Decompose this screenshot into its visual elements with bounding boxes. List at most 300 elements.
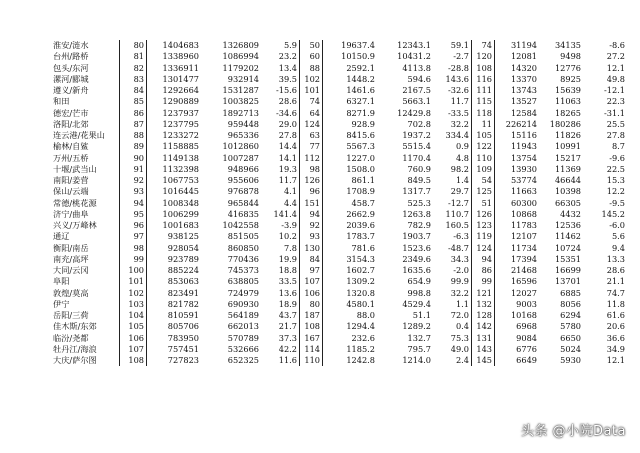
rank-passenger-cell: 94 [120, 198, 147, 209]
passenger-previous-cell: 1326809 [222, 40, 259, 50]
rank-cargo-cell: 96 [300, 186, 323, 197]
movements-previous-cell: 15639 [554, 85, 581, 95]
passenger-previous-cell: 532666 [227, 343, 259, 354]
movements-current-cell: 12107 [510, 231, 537, 242]
cargo-growth-cell: 75.3 [450, 332, 469, 343]
movements-growth-cell: 22.5 [606, 163, 625, 174]
passenger-current-cell: 1008348 [162, 197, 199, 208]
cargo-previous-cell: 51.1 [412, 310, 431, 320]
cargo-growth-cell: 99.9 [450, 276, 469, 287]
city-name-cell: 南充/高坪 [53, 253, 89, 264]
passenger-current-cell: 1301477 [162, 73, 199, 84]
movements-current-cell: 11663 [510, 186, 537, 197]
table-row [53, 276, 627, 287]
movements-growth-cell: 25.5 [606, 118, 625, 129]
passenger-growth-cell: 27.8 [278, 130, 297, 140]
passenger-growth-cell: 4.4 [283, 197, 297, 208]
passenger-current-cell: 823491 [167, 287, 199, 298]
movements-previous-cell: 18265 [554, 107, 581, 118]
rank-cargo-cell: 101 [300, 85, 323, 96]
city-name-cell: 通辽 [53, 231, 70, 242]
cargo-growth-cell: -6.3 [453, 231, 469, 242]
passenger-previous-cell: 564189 [227, 310, 259, 320]
passenger-current-cell: 821782 [167, 298, 199, 309]
movements-growth-cell: -9.6 [609, 152, 625, 163]
passenger-previous-cell: 662013 [227, 321, 259, 332]
rank-passenger-cell: 93 [120, 186, 147, 197]
rank-passenger-cell: 91 [120, 164, 147, 175]
city-name-cell: 洛阳/北郊 [53, 118, 89, 129]
rank-cargo-cell: 187 [300, 310, 323, 321]
table-row [53, 299, 627, 310]
rank-passenger-cell: 98 [120, 243, 147, 254]
cargo-previous-cell: 1263.8 [402, 208, 431, 219]
city-name-cell: 淮安/涟水 [53, 40, 89, 50]
passenger-growth-cell: 18.9 [278, 298, 297, 309]
cargo-current-cell: 1448.2 [346, 73, 375, 84]
rank-passenger-cell: 86 [120, 108, 147, 119]
passenger-previous-cell: 570789 [227, 332, 259, 343]
rank-passenger-cell: 89 [120, 141, 147, 152]
cargo-growth-cell: 4.8 [455, 152, 469, 163]
cargo-growth-cell: 110.7 [445, 208, 469, 219]
movements-previous-cell: 10398 [554, 186, 581, 197]
table-row [53, 254, 627, 265]
movements-growth-cell: 28.6 [606, 265, 625, 275]
rank-cargo-cell: 88 [300, 63, 323, 74]
rank-passenger-cell: 96 [120, 220, 147, 231]
cargo-previous-cell: 702.8 [407, 118, 431, 129]
table-row [53, 85, 627, 96]
movements-previous-cell: 5024 [560, 343, 581, 354]
rank-passenger-cell: 103 [120, 299, 147, 310]
cargo-previous-cell: 654.9 [407, 276, 431, 287]
movements-previous-cell: 6294 [560, 310, 581, 320]
table-row [53, 310, 627, 321]
rank-cargo-cell: 106 [300, 288, 323, 299]
passenger-current-cell: 885224 [167, 265, 199, 275]
passenger-previous-cell: 1003825 [222, 96, 259, 107]
passenger-growth-cell: -15.6 [276, 85, 297, 95]
passenger-previous-cell: 948966 [227, 163, 259, 174]
rank-movements-cell: 118 [472, 108, 495, 119]
cargo-growth-cell: 143.6 [445, 73, 469, 84]
cargo-current-cell: 1783.7 [346, 231, 375, 242]
passenger-current-cell: 1149138 [162, 152, 199, 163]
table-body [53, 40, 627, 366]
movements-previous-cell: 6650 [560, 332, 581, 343]
passenger-growth-cell: 13.6 [278, 287, 297, 298]
city-name-cell: 万州/五桥 [53, 152, 89, 163]
movements-growth-cell: 11.8 [606, 298, 625, 309]
passenger-growth-cell: 14.4 [278, 141, 297, 152]
cargo-previous-cell: 4529.4 [402, 298, 431, 309]
rank-movements-cell: 126 [472, 209, 495, 220]
passenger-growth-cell: 37.3 [278, 332, 297, 343]
movements-growth-cell: 21.1 [606, 276, 625, 287]
cargo-growth-cell: 2.4 [455, 355, 469, 365]
cargo-current-cell: 1294.4 [346, 321, 375, 332]
movements-growth-cell: 8.7 [611, 141, 625, 152]
movements-growth-cell: 20.6 [606, 321, 625, 332]
passenger-previous-cell: 416835 [227, 208, 259, 219]
cargo-previous-cell: 760.9 [407, 163, 431, 174]
city-name-cell: 保山/云端 [53, 186, 89, 197]
movements-current-cell: 11783 [510, 220, 537, 230]
movements-current-cell: 14320 [510, 62, 537, 73]
movements-previous-cell: 10724 [554, 242, 581, 253]
cargo-growth-cell: -28.8 [448, 62, 469, 73]
movements-current-cell: 60300 [510, 197, 537, 208]
cargo-growth-cell: 59.1 [450, 40, 469, 50]
movements-current-cell: 10168 [510, 310, 537, 320]
city-name-cell: 台州/路桥 [53, 51, 89, 62]
rank-cargo-cell: 151 [300, 198, 323, 209]
cargo-current-cell: 861.1 [351, 175, 375, 185]
passenger-current-cell: 1404683 [162, 40, 199, 50]
cargo-growth-cell: -2.0 [453, 265, 469, 275]
passenger-growth-cell: 10.2 [278, 231, 297, 242]
movements-current-cell: 9003 [516, 298, 537, 309]
passenger-current-cell: 727823 [167, 355, 199, 365]
cargo-previous-cell: 1635.6 [402, 265, 431, 275]
rank-cargo-cell: 64 [300, 108, 323, 119]
movements-current-cell: 17394 [510, 253, 537, 264]
passenger-growth-cell: 14.1 [278, 152, 297, 163]
cargo-previous-cell: 1317.7 [402, 186, 431, 197]
cargo-previous-cell: 4113.8 [402, 62, 431, 73]
cargo-growth-cell: 0.4 [455, 321, 469, 332]
cargo-growth-cell: 29.7 [450, 186, 469, 197]
cargo-growth-cell: 11.7 [450, 96, 469, 107]
cargo-growth-cell: -2.7 [453, 51, 469, 62]
movements-growth-cell: 61.6 [606, 310, 625, 320]
rank-movements-cell: 143 [472, 344, 495, 355]
movements-growth-cell: 145.2 [601, 208, 625, 219]
cargo-growth-cell: 0.9 [455, 141, 469, 152]
cargo-previous-cell: 1903.7 [402, 231, 431, 242]
passenger-current-cell: 853063 [167, 276, 199, 287]
passenger-current-cell: 1006299 [162, 208, 199, 219]
rank-cargo-cell: 126 [300, 175, 323, 186]
movements-previous-cell: 34135 [554, 40, 581, 50]
city-name-cell: 南阳/姜营 [53, 175, 89, 185]
cargo-current-cell: 8271.9 [346, 107, 375, 118]
movements-growth-cell: -8.6 [609, 40, 625, 50]
passenger-growth-cell: 18.8 [278, 265, 297, 275]
rank-cargo-cell: 74 [300, 96, 323, 107]
table-row [53, 153, 627, 164]
cargo-current-cell: 8415.6 [346, 130, 375, 140]
movements-current-cell: 6968 [516, 321, 537, 332]
rank-movements-cell: 128 [472, 310, 495, 321]
rank-movements-cell: 120 [472, 51, 495, 62]
cargo-current-cell: 19637.4 [341, 40, 375, 50]
rank-passenger-cell: 106 [120, 333, 147, 344]
cargo-previous-cell: 594.6 [407, 73, 431, 84]
city-name-cell: 敦煌/莫高 [53, 287, 89, 298]
table-row [53, 108, 627, 119]
cargo-previous-cell: 782.9 [407, 220, 431, 230]
city-name-cell: 临汾/尧都 [53, 332, 89, 343]
airport-statistics-table [53, 40, 628, 366]
movements-growth-cell: 34.9 [606, 343, 625, 354]
movements-previous-cell: 11462 [554, 231, 581, 242]
passenger-current-cell: 1067753 [162, 175, 199, 185]
rank-movements-cell: 119 [472, 231, 495, 242]
passenger-growth-cell: 5.9 [283, 40, 297, 50]
movements-current-cell: 11734 [510, 242, 537, 253]
cargo-previous-cell: 1289.2 [402, 321, 431, 332]
city-name-cell: 阜阳 [53, 276, 70, 287]
movements-current-cell: 16596 [510, 276, 537, 287]
cargo-previous-cell: 998.8 [407, 287, 431, 298]
table-row [53, 130, 627, 141]
movements-current-cell: 21468 [510, 265, 537, 275]
movements-current-cell: 12027 [510, 287, 537, 298]
table-row [53, 51, 627, 62]
movements-previous-cell: 15217 [554, 152, 581, 163]
passenger-current-cell: 1233272 [162, 130, 199, 140]
movements-previous-cell: 11369 [554, 163, 581, 174]
movements-previous-cell: 10991 [554, 141, 581, 152]
movements-current-cell: 11943 [510, 141, 537, 152]
rank-cargo-cell: 92 [300, 220, 323, 231]
city-name-cell: 牡丹江/海浪 [53, 343, 97, 354]
movements-previous-cell: 66305 [554, 197, 581, 208]
cargo-current-cell: 6327.1 [346, 96, 375, 107]
movements-current-cell: 6649 [516, 355, 537, 365]
rank-movements-cell: 123 [472, 220, 495, 231]
cargo-previous-cell: 2349.6 [402, 253, 431, 264]
rank-cargo-cell: 167 [300, 333, 323, 344]
rank-cargo-cell: 130 [300, 243, 323, 254]
movements-current-cell: 13527 [510, 96, 537, 107]
table-row [53, 209, 627, 220]
city-name-cell: 德宏/芒市 [53, 107, 89, 118]
cargo-growth-cell: 1.1 [455, 298, 469, 309]
passenger-current-cell: 938125 [167, 231, 199, 242]
movements-growth-cell: 12.1 [606, 355, 625, 365]
rank-passenger-cell: 88 [120, 130, 147, 141]
cargo-current-cell: 1708.9 [346, 186, 375, 197]
city-name-cell: 常德/桃花源 [53, 197, 97, 208]
movements-current-cell: 53774 [510, 175, 537, 185]
rank-cargo-cell: 124 [300, 119, 323, 130]
cargo-current-cell: 2592.1 [346, 62, 375, 73]
cargo-previous-cell: 5515.4 [402, 141, 431, 152]
city-name-cell: 包头/东河 [53, 62, 89, 73]
cargo-growth-cell: -32.6 [448, 85, 469, 95]
rank-movements-cell: 94 [472, 254, 495, 265]
cargo-current-cell: 3154.3 [346, 253, 375, 264]
table-row [53, 96, 627, 107]
city-name-cell: 连云港/花果山 [53, 130, 105, 140]
rank-movements-cell: 125 [472, 186, 495, 197]
passenger-current-cell: 1292664 [162, 85, 199, 95]
movements-growth-cell: 27.2 [606, 51, 625, 62]
rank-cargo-cell: 50 [300, 40, 323, 51]
passenger-current-cell: 923789 [167, 253, 199, 264]
table-row [53, 344, 627, 355]
passenger-growth-cell: 11.6 [278, 355, 297, 365]
city-name-cell: 大同/云冈 [53, 265, 89, 275]
cargo-growth-cell: 49.0 [450, 343, 469, 354]
table-row [53, 186, 627, 197]
cargo-previous-cell: 2167.5 [402, 85, 431, 95]
cargo-growth-cell: 160.5 [445, 220, 469, 230]
table-row [53, 74, 627, 85]
movements-growth-cell: 9.4 [611, 242, 625, 253]
passenger-previous-cell: 959448 [227, 118, 259, 129]
city-name-cell: 十堰/武当山 [53, 163, 97, 174]
rank-movements-cell: 116 [472, 74, 495, 85]
cargo-growth-cell: 32.2 [450, 287, 469, 298]
cargo-growth-cell: 32.2 [450, 118, 469, 129]
movements-current-cell: 13370 [510, 73, 537, 84]
movements-previous-cell: 15351 [554, 253, 581, 264]
table-row [53, 321, 627, 332]
rank-passenger-cell: 102 [120, 288, 147, 299]
movements-growth-cell: 12.2 [606, 186, 625, 197]
passenger-growth-cell: 141.4 [273, 208, 297, 219]
cargo-previous-cell: 132.7 [407, 332, 431, 343]
movements-previous-cell: 8925 [560, 73, 581, 84]
rank-passenger-cell: 87 [120, 119, 147, 130]
cargo-previous-cell: 12343.1 [397, 40, 431, 50]
table-row [53, 288, 627, 299]
passenger-previous-cell: 1007287 [222, 152, 259, 163]
city-name-cell: 和田 [53, 96, 70, 107]
rank-cargo-cell: 97 [300, 265, 323, 276]
passenger-current-cell: 928054 [167, 242, 199, 253]
movements-current-cell: 13930 [510, 163, 537, 174]
movements-growth-cell: 49.8 [606, 73, 625, 84]
passenger-previous-cell: 1179202 [222, 62, 259, 73]
passenger-growth-cell: 33.5 [278, 276, 297, 287]
passenger-growth-cell: 28.6 [278, 96, 297, 107]
passenger-previous-cell: 724979 [227, 287, 259, 298]
rank-passenger-cell: 80 [120, 40, 147, 51]
passenger-growth-cell: -34.6 [276, 107, 297, 118]
cargo-previous-cell: 1523.6 [402, 242, 431, 253]
cargo-previous-cell: 12429.8 [397, 107, 431, 118]
rank-movements-cell: 109 [472, 164, 495, 175]
passenger-growth-cell: 7.8 [283, 242, 297, 253]
passenger-growth-cell: 21.7 [278, 321, 297, 332]
cargo-growth-cell: -12.7 [448, 197, 469, 208]
table-row [53, 141, 627, 152]
table-row [53, 198, 627, 209]
rank-movements-cell: 121 [472, 288, 495, 299]
passenger-previous-cell: 1531287 [222, 85, 259, 95]
cargo-current-cell: 1461.6 [346, 85, 375, 95]
rank-cargo-cell: 63 [300, 130, 323, 141]
movements-previous-cell: 9498 [560, 51, 581, 62]
rank-cargo-cell: 94 [300, 209, 323, 220]
passenger-current-cell: 783950 [167, 332, 199, 343]
table-row [53, 63, 627, 74]
passenger-current-cell: 1290889 [162, 96, 199, 107]
passenger-growth-cell: 42.2 [278, 343, 297, 354]
passenger-current-cell: 810591 [167, 310, 199, 320]
movements-growth-cell: 22.3 [606, 96, 625, 107]
passenger-growth-cell: 43.7 [278, 310, 297, 320]
passenger-previous-cell: 955606 [227, 175, 259, 185]
rank-passenger-cell: 97 [120, 231, 147, 242]
cargo-growth-cell: -33.5 [448, 107, 469, 118]
cargo-previous-cell: 795.7 [407, 343, 431, 354]
rank-passenger-cell: 100 [120, 265, 147, 276]
rank-movements-cell: 51 [472, 198, 495, 209]
rank-cargo-cell: 112 [300, 153, 323, 164]
movements-growth-cell: -9.5 [609, 197, 625, 208]
rank-passenger-cell: 108 [120, 355, 147, 366]
rank-cargo-cell: 84 [300, 254, 323, 265]
cargo-growth-cell: 72.0 [450, 310, 469, 320]
passenger-previous-cell: 1012860 [222, 141, 259, 152]
movements-current-cell: 6776 [516, 343, 537, 354]
watermark: 头条 @小院Data [520, 424, 626, 439]
movements-current-cell: 31194 [510, 40, 537, 50]
rank-cargo-cell: 77 [300, 141, 323, 152]
passenger-previous-cell: 1086994 [222, 51, 259, 62]
rank-passenger-cell: 107 [120, 344, 147, 355]
movements-previous-cell: 4432 [560, 208, 581, 219]
passenger-previous-cell: 860850 [227, 242, 259, 253]
rank-passenger-cell: 90 [120, 153, 147, 164]
rank-movements-cell: 122 [472, 141, 495, 152]
cargo-current-cell: 2039.6 [346, 220, 375, 230]
movements-growth-cell: 15.3 [606, 175, 625, 185]
city-name-cell: 伊宁 [53, 298, 70, 309]
movements-current-cell: 12081 [510, 51, 537, 62]
movements-previous-cell: 5930 [560, 355, 581, 365]
movements-current-cell: 15116 [510, 130, 537, 140]
passenger-previous-cell: 1042558 [222, 220, 259, 230]
rank-movements-cell: 54 [472, 175, 495, 186]
rank-passenger-cell: 105 [120, 321, 147, 332]
table-row [53, 333, 627, 344]
cargo-current-cell: 4580.1 [346, 298, 375, 309]
city-name-cell: 大庆/萨尔图 [53, 355, 97, 365]
table-row [53, 164, 627, 175]
passenger-previous-cell: 851505 [227, 231, 259, 242]
cargo-current-cell: 88.0 [356, 310, 375, 320]
movements-growth-cell: 27.8 [606, 130, 625, 140]
passenger-previous-cell: 690930 [227, 298, 259, 309]
passenger-current-cell: 1132398 [162, 163, 199, 174]
passenger-current-cell: 1001683 [162, 220, 199, 230]
movements-previous-cell: 180286 [549, 118, 581, 129]
rank-cargo-cell: 98 [300, 164, 323, 175]
city-name-cell: 佳木斯/东郊 [53, 321, 97, 332]
movements-growth-cell: -31.1 [604, 107, 625, 118]
rank-cargo-cell: 80 [300, 299, 323, 310]
rank-cargo-cell: 114 [300, 344, 323, 355]
movements-previous-cell: 11063 [554, 96, 581, 107]
rank-movements-cell: 105 [472, 130, 495, 141]
cargo-current-cell: 10150.9 [341, 51, 375, 62]
movements-previous-cell: 16699 [554, 265, 581, 275]
movements-current-cell: 226214 [505, 118, 537, 129]
cargo-growth-cell: 1.4 [455, 175, 469, 185]
passenger-previous-cell: 638805 [227, 276, 259, 287]
passenger-previous-cell: 976878 [227, 186, 259, 197]
rank-movements-cell: 142 [472, 321, 495, 332]
rank-movements-cell: 86 [472, 265, 495, 276]
city-name-cell: 岳阳/三荷 [53, 310, 89, 320]
